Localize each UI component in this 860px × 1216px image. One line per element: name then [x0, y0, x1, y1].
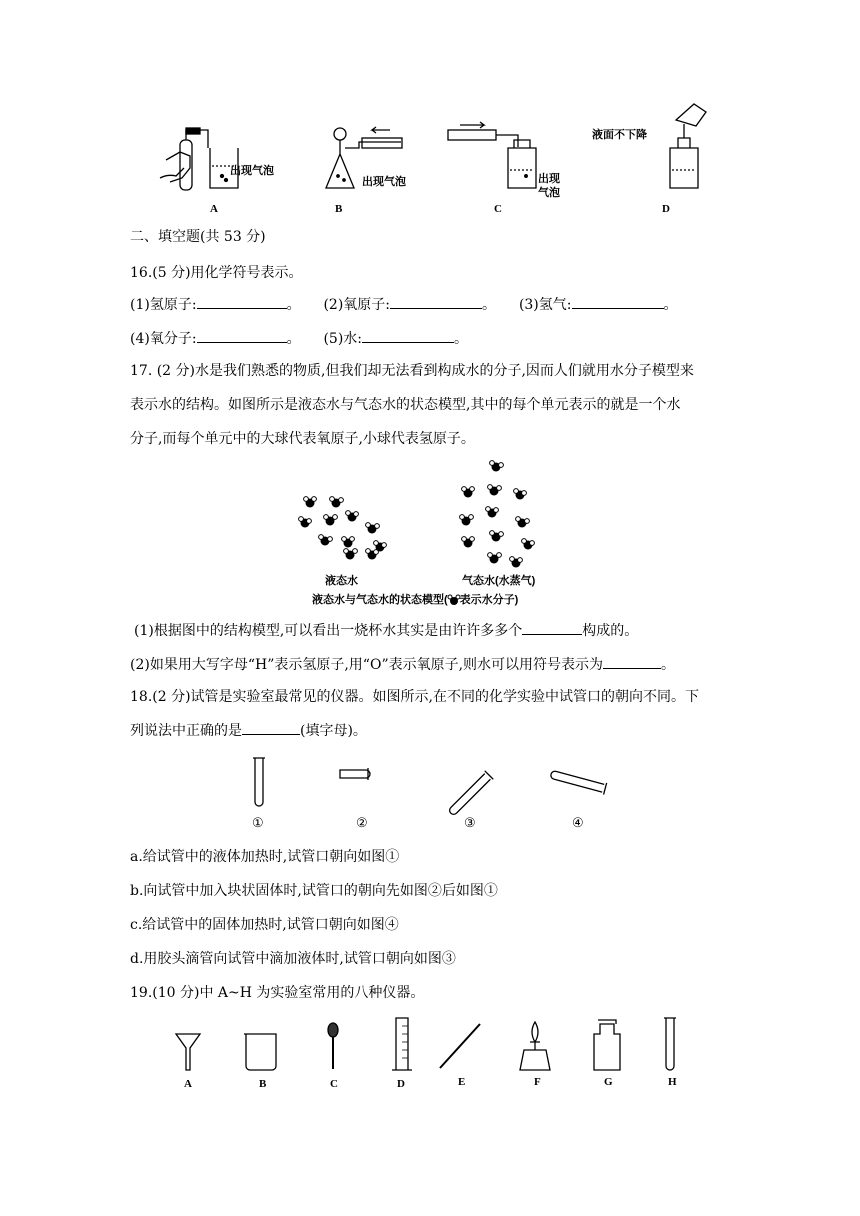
test-tube-figure [0, 752, 860, 832]
q18-line1: 18.(2 分)试管是实验室最常见的仪器。如图所示,在不同的化学实验中试管口的朝向不同。下 [130, 689, 699, 705]
water-molecule-icon [522, 539, 535, 550]
q17-sub2 [130, 654, 675, 674]
fig-caption [312, 591, 518, 607]
q19-label-b: B [259, 1078, 267, 1090]
water-molecule-icon [488, 485, 502, 496]
q19-label-g: G [604, 1076, 613, 1088]
tube-label-2: ② [356, 816, 368, 831]
water-molecule-icon [516, 517, 530, 528]
q17-line2: 表示水的结构。如图所示是液态水与气态水的状态模型,其中的每个单元表示的就是一个水 [130, 397, 681, 413]
q16-p4: (4)氧分子: [130, 331, 197, 347]
water-molecule-icon [460, 515, 474, 526]
fig15-bubble-a: 出现气泡 [230, 165, 274, 177]
fig15-level-d: 液面不下降 [592, 129, 647, 141]
fig15-bubble-c2: 气泡 [538, 187, 560, 199]
water-molecule-icon [488, 553, 502, 564]
q16-end2: 。 [482, 297, 497, 313]
q16-blank2[interactable] [390, 294, 482, 309]
q18-line2 [130, 720, 367, 740]
q18-option-d: d.用胶头滴管向试管中滴加液体时,试管口朝向如图③ [130, 951, 456, 967]
q16-stem: 16.(5 分)用化学符号表示。 [130, 265, 303, 281]
q18-blank[interactable] [242, 720, 300, 735]
q18-line2-end: (填字母)。 [300, 723, 367, 739]
q17-sub2-end: 。 [661, 657, 676, 673]
water-molecule-icon [366, 549, 379, 560]
q16-end5: 。 [454, 331, 469, 347]
instrument-figure [0, 1012, 860, 1092]
q19-label-e: E [458, 1076, 466, 1088]
fig-caption-a: 液态水与气态水的状态模型( [312, 594, 448, 606]
q19-label-c: C [330, 1078, 338, 1090]
fig-liquid-label: 液态水 [325, 575, 358, 587]
q17-line3: 分子,而每个单元中的大球代表氧原子,小球代表氢原子。 [130, 431, 475, 447]
q16-p3: (3)氢气: [518, 297, 572, 313]
q16-end3: 。 [663, 297, 678, 313]
fig15-label-d: D [662, 203, 670, 215]
water-molecule-icon [514, 489, 527, 500]
water-molecule-icon [330, 497, 344, 508]
q17-blank2[interactable] [603, 654, 661, 669]
water-molecule-icon [299, 517, 312, 528]
section-title: 二、填空题(共 53 分) [130, 229, 266, 245]
water-molecule-icon [490, 531, 504, 542]
q18-option-a: a.给试管中的液体加热时,试管口朝向如图① [130, 849, 400, 865]
tube-label-1: ① [252, 816, 264, 831]
q16-row1 [130, 294, 678, 314]
water-molecule-icon [462, 487, 475, 498]
q16-blank5[interactable] [362, 328, 454, 343]
q17-sub1-end: 构成的。 [582, 623, 639, 639]
q17-sub1 [134, 620, 638, 640]
tube-label-4: ④ [572, 816, 584, 831]
q16-blank4[interactable] [197, 328, 287, 343]
q18-line2-text: 列说法中正确的是 [130, 723, 242, 739]
water-molecule-icon [346, 511, 359, 522]
water-molecule-icon [304, 497, 317, 508]
fig15-label-a: A [210, 203, 218, 215]
airtightness-figure [0, 0, 860, 230]
q17-sub1-text: (1)根据图中的结构模型,可以看出一烧杯水其实是由许许多多个 [134, 623, 523, 639]
q16-end4: 。 [286, 331, 301, 347]
fig15-label-b: B [335, 203, 343, 215]
q17-sub2-text: (2)如果用大写字母“H”表示氢原子,用“O”表示氧原子,则水可以用符号表示为 [130, 657, 604, 673]
water-molecule-icon [342, 537, 355, 548]
water-molecule-icon [462, 537, 475, 548]
q17-blank1[interactable] [522, 620, 582, 635]
tube-label-3: ③ [464, 816, 476, 831]
q16-p1: (1)氢原子: [130, 297, 197, 313]
q16-blank3[interactable] [572, 294, 664, 309]
q19-label-d: D [397, 1078, 405, 1090]
q17-line1: 17. (2 分)水是我们熟悉的物质,但我们却无法看到构成水的分子,因而人们就用水分子模型来 [130, 363, 694, 379]
fig15-label-c: C [494, 203, 502, 215]
water-molecule-icon [490, 461, 504, 472]
q19-stem: 19.(10 分)中 A~H 为实验室常用的八种仪器。 [130, 985, 425, 1001]
q18-option-b: b.向试管中加入块状固体时,试管口的朝向先如图②后如图① [130, 883, 498, 899]
water-molecule-icon [319, 535, 333, 546]
q16-p2: (2)氧原子: [323, 297, 391, 313]
water-molecule-icon [344, 549, 358, 560]
q19-label-f: F [534, 1076, 541, 1088]
q16-p5: (5)水: [323, 331, 363, 347]
water-molecule-icon [486, 507, 499, 518]
q16-row2 [130, 328, 468, 348]
q16-blank1[interactable] [197, 294, 287, 309]
water-molecule-icon [448, 595, 460, 605]
q18-option-c: c.给试管中的固体加热时,试管口朝向如图④ [130, 917, 399, 933]
fig15-bubble-c1: 出现 [538, 173, 560, 185]
q16-end1: 。 [286, 297, 301, 313]
q19-label-h: H [668, 1076, 677, 1088]
q19-label-a: A [184, 1078, 192, 1090]
fig-gas-label: 气态水(水蒸气) [462, 575, 536, 587]
fig-caption-b: 表示水分子) [459, 594, 519, 606]
water-molecule-icon [510, 557, 523, 568]
fig15-bubble-b: 出现气泡 [362, 176, 406, 188]
water-molecule-icon [324, 515, 338, 526]
water-state-figure [0, 455, 860, 595]
water-molecule-icon [366, 523, 380, 534]
